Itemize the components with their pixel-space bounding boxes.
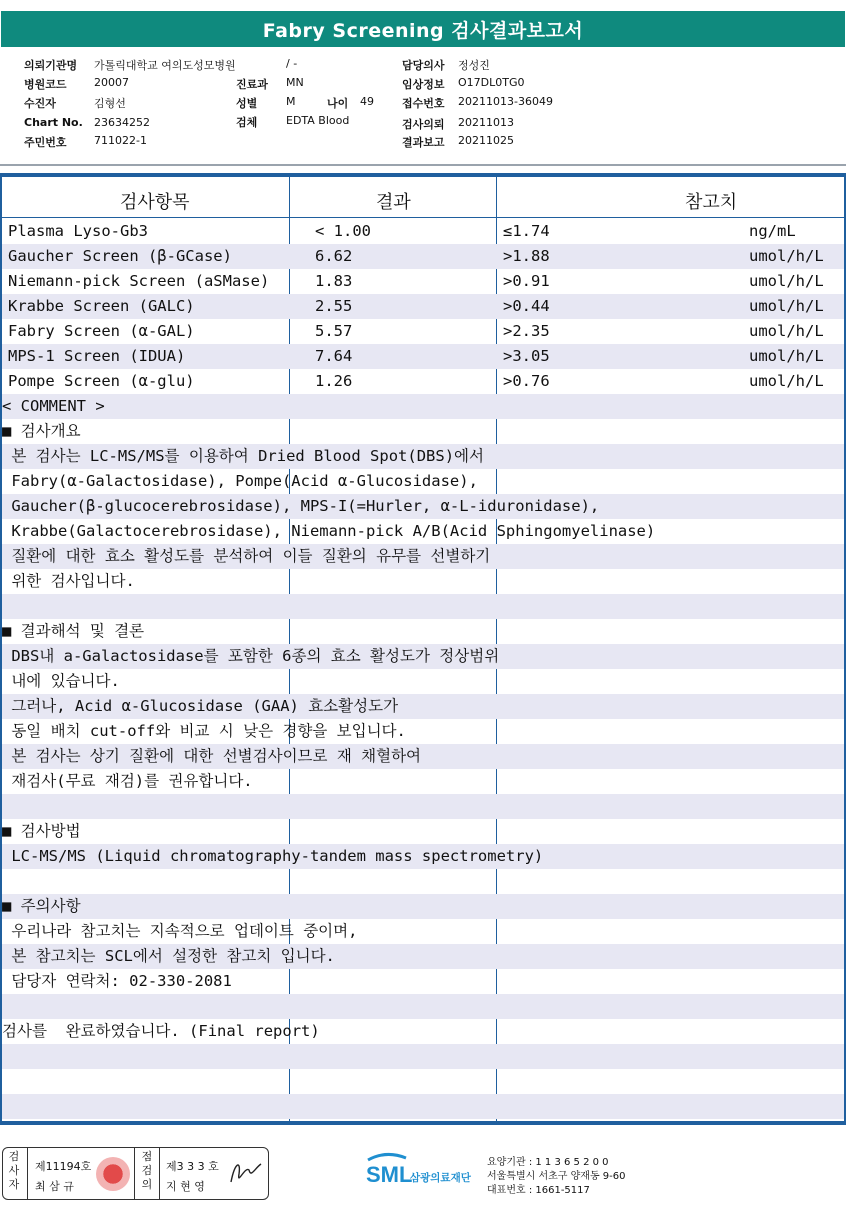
reviewer-license: 제3 3 3 호 bbox=[166, 1160, 219, 1173]
comment-line bbox=[2, 669, 844, 694]
age-label: 나이 bbox=[327, 97, 349, 110]
institution-no: 요양기관 : 1 1 3 6 5 2 0 0 bbox=[487, 1157, 609, 1168]
patient-label: 수진자 bbox=[24, 97, 56, 110]
phone: 대표번호 : 1661-5117 bbox=[487, 1185, 590, 1196]
comment-line bbox=[2, 894, 844, 919]
comment-text: 본 참고치는 SCL에서 설정한 참고치 입니다. bbox=[2, 947, 335, 965]
table-row bbox=[2, 219, 844, 244]
comment-text: < COMMENT > bbox=[2, 397, 105, 415]
comment-line bbox=[2, 769, 844, 794]
comment-text: 검사를 완료하였습니다. (Final report) bbox=[2, 1022, 320, 1040]
specimen-label: 검체 bbox=[236, 116, 258, 129]
specimen-value: EDTA Blood bbox=[286, 114, 350, 127]
result-unit: umol/h/L bbox=[749, 297, 824, 315]
table-row bbox=[2, 319, 844, 344]
result-item: Gaucher Screen (β-GCase) bbox=[8, 247, 232, 265]
result-reference: >0.76 bbox=[503, 372, 550, 390]
result-item: Plasma Lyso-Gb3 bbox=[8, 222, 148, 240]
comment-line bbox=[2, 394, 844, 419]
result-item: Fabry Screen (α-GAL) bbox=[8, 322, 195, 340]
result-reference: >1.88 bbox=[503, 247, 550, 265]
comment-line bbox=[2, 594, 844, 619]
comment-text: 동일 배치 cut-off와 비교 시 낮은 경향을 보입니다. bbox=[2, 722, 406, 740]
address: 서울특별시 서초구 양재동 9-60 bbox=[487, 1171, 626, 1182]
result-unit: umol/h/L bbox=[749, 247, 824, 265]
comment-line bbox=[2, 719, 844, 744]
chart-value: 23634252 bbox=[94, 116, 150, 129]
table-header bbox=[2, 180, 844, 218]
divider bbox=[27, 1148, 28, 1199]
logo-text: SML bbox=[366, 1162, 413, 1187]
result-value: 2.55 bbox=[315, 297, 353, 315]
comment-line bbox=[2, 469, 844, 494]
result-item: MPS-1 Screen (IDUA) bbox=[8, 347, 186, 365]
comment-text: DBS내 a-Galactosidase를 포함한 6종의 효소 활성도가 정상범위 bbox=[2, 647, 500, 665]
result-reference: >0.44 bbox=[503, 297, 550, 315]
comment-text: 담당자 연락처: 02-330-2081 bbox=[2, 972, 232, 990]
report-title: Fabry Screening 검사결과보고서 bbox=[1, 11, 845, 47]
comment-text: Krabbe(Galactocerebrosidase), Niemann-pick A/B(Acid Sphingomyelinase) bbox=[2, 522, 656, 540]
seal-icon bbox=[96, 1157, 130, 1191]
comment-line bbox=[2, 819, 844, 844]
header-reference: 참고치 bbox=[685, 192, 738, 213]
divider bbox=[0, 164, 846, 166]
dept-label: 진료과 bbox=[236, 78, 268, 91]
result-item: Niemann-pick Screen (aSMase) bbox=[8, 272, 270, 290]
comment-text: 본 검사는 LC-MS/MS를 이용하여 Dried Blood Spot(DBS)에서 bbox=[2, 447, 484, 465]
comment-line bbox=[2, 444, 844, 469]
result-value: 7.64 bbox=[315, 347, 353, 365]
rrn-label: 주민번호 bbox=[24, 136, 67, 149]
result-reference: >0.91 bbox=[503, 272, 550, 290]
receipt-no-value: 20211013-36049 bbox=[458, 95, 553, 108]
result-value: 6.62 bbox=[315, 247, 353, 265]
reviewer-name: 지 현 영 bbox=[166, 1180, 205, 1193]
result-unit: umol/h/L bbox=[749, 372, 824, 390]
comment-line bbox=[2, 1019, 844, 1044]
result-reference: >2.35 bbox=[503, 322, 550, 340]
divider bbox=[134, 1148, 135, 1199]
comment-text: 질환에 대한 효소 활성도를 분석하여 이들 질환의 유무를 선별하기 bbox=[2, 547, 491, 565]
request-value: 20211013 bbox=[458, 116, 514, 129]
table-row bbox=[2, 269, 844, 294]
comment-line bbox=[2, 869, 844, 894]
result-value: 1.26 bbox=[315, 372, 353, 390]
comment-text: 우리나라 참고치는 지속적으로 업데이트 중이며, bbox=[2, 922, 358, 940]
report-value: 20211025 bbox=[458, 134, 514, 147]
signature-icon bbox=[225, 1156, 265, 1192]
result-value: < 1.00 bbox=[315, 222, 371, 240]
comment-line bbox=[2, 1044, 844, 1069]
comment-line bbox=[2, 644, 844, 669]
comment-line bbox=[2, 419, 844, 444]
header-item: 검사항목 bbox=[120, 192, 190, 213]
comment-line bbox=[2, 494, 844, 519]
comment-text: 내에 있습니다. bbox=[2, 672, 120, 690]
results-body bbox=[2, 219, 844, 1119]
footer-info bbox=[487, 1156, 626, 1198]
institution-label: 의뢰기관명 bbox=[24, 59, 78, 72]
comment-line bbox=[2, 969, 844, 994]
result-unit: umol/h/L bbox=[749, 272, 824, 290]
comment-text: 본 검사는 상기 질환에 대한 선별검사이므로 재 채혈하여 bbox=[2, 747, 422, 765]
comment-line bbox=[2, 794, 844, 819]
result-unit: umol/h/L bbox=[749, 347, 824, 365]
comment-line bbox=[2, 544, 844, 569]
comment-text: ■ 결과해석 및 결론 bbox=[2, 622, 145, 640]
comment-line bbox=[2, 744, 844, 769]
hospital-code-value: 20007 bbox=[94, 76, 129, 89]
comment-text: LC-MS/MS (Liquid chromatography-tandem mass spectrometry) bbox=[2, 847, 544, 865]
clinical-info-value: O17DL0TG0 bbox=[458, 76, 525, 89]
request-label: 검사의뢰 bbox=[402, 118, 445, 131]
patient-value: 김형선 bbox=[94, 97, 126, 110]
sex-label: 성별 bbox=[236, 97, 258, 110]
comment-text: Fabry(α-Galactosidase), Pompe(Acid α-Glucosidase), bbox=[2, 472, 478, 490]
comment-line bbox=[2, 694, 844, 719]
comment-line bbox=[2, 994, 844, 1019]
result-value: 1.83 bbox=[315, 272, 353, 290]
table-row bbox=[2, 344, 844, 369]
table-row bbox=[2, 244, 844, 269]
result-value: 5.57 bbox=[315, 322, 353, 340]
comment-text: 재검사(무료 재검)를 권유합니다. bbox=[2, 772, 253, 790]
comment-text: 위한 검사입니다. bbox=[2, 572, 135, 590]
tester-label: 검사자 bbox=[8, 1150, 20, 1191]
chart-label: Chart No. bbox=[24, 116, 83, 129]
table-row bbox=[2, 294, 844, 319]
doctor-value: 정성진 bbox=[458, 59, 490, 72]
result-item: Krabbe Screen (GALC) bbox=[8, 297, 195, 315]
result-reference: >3.05 bbox=[503, 347, 550, 365]
comment-line bbox=[2, 569, 844, 594]
doctor-label: 담당의사 bbox=[402, 59, 445, 72]
result-item: Pompe Screen (α-glu) bbox=[8, 372, 195, 390]
org-name: 삼광의료재단 bbox=[410, 1172, 471, 1184]
sml-logo bbox=[366, 1152, 484, 1198]
rrn-value: 711022-1 bbox=[94, 134, 147, 147]
comment-line bbox=[2, 1069, 844, 1094]
sex-value: M bbox=[286, 95, 296, 108]
receipt-no-label: 접수번호 bbox=[402, 97, 445, 110]
comment-text: Gaucher(β-glucocerebrosidase), MPS-I(=Hurler, α-L-iduronidase), bbox=[2, 497, 600, 515]
result-reference: ≤1.74 bbox=[503, 222, 550, 240]
comment-text: ■ 주의사항 bbox=[2, 897, 81, 915]
comment-line bbox=[2, 619, 844, 644]
signature-box bbox=[2, 1147, 269, 1200]
comment-line bbox=[2, 944, 844, 969]
divider bbox=[159, 1148, 160, 1199]
table-row bbox=[2, 369, 844, 394]
header-result: 결과 bbox=[376, 192, 411, 213]
comment-line bbox=[2, 519, 844, 544]
institution-value: 가톨릭대학교 여의도성모병원 bbox=[94, 59, 236, 72]
tester-license: 제11194호 bbox=[35, 1160, 92, 1173]
result-unit: ng/mL bbox=[749, 222, 796, 240]
age-value: 49 bbox=[360, 95, 374, 108]
comment-text: 그러나, Acid α-Glucosidase (GAA) 효소활성도가 bbox=[2, 697, 399, 715]
clinical-info-label: 임상정보 bbox=[402, 78, 445, 91]
hospital-code-label: 병원코드 bbox=[24, 78, 67, 91]
comment-text: ■ 검사개요 bbox=[2, 422, 81, 440]
title-bar bbox=[0, 0, 846, 58]
dept-value: MN bbox=[286, 76, 304, 89]
report-label: 결과보고 bbox=[402, 136, 445, 149]
tester-name: 최 삼 규 bbox=[35, 1180, 74, 1193]
comment-line bbox=[2, 919, 844, 944]
ward-value: / - bbox=[286, 57, 298, 70]
patient-info bbox=[0, 52, 846, 164]
comment-text: ■ 검사방법 bbox=[2, 822, 81, 840]
result-unit: umol/h/L bbox=[749, 322, 824, 340]
comment-line bbox=[2, 1094, 844, 1119]
reviewer-label: 점검의 bbox=[141, 1150, 153, 1191]
comment-line bbox=[2, 844, 844, 869]
